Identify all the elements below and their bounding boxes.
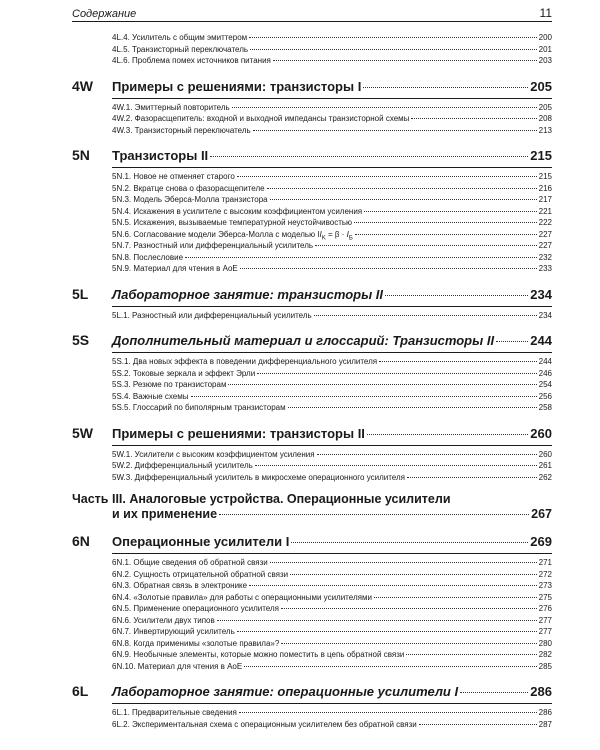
chapter-title: Лабораторное занятие: операционные усилители I xyxy=(112,684,459,699)
chapter-heading[interactable] xyxy=(72,425,552,442)
formula-var: I xyxy=(319,229,322,239)
chapter-title: Дополнительный материал и глоссарий: Транзисторы II xyxy=(112,333,495,348)
entry-label: 6N.4. «Золотые правила» для работы с операционными усилителями xyxy=(112,592,372,602)
chapter-rule xyxy=(112,445,552,446)
chapter-code: 5L xyxy=(72,285,89,302)
entry-page: 208 xyxy=(538,114,552,123)
entry-label: 4W.3. Транзисторный переключатель xyxy=(112,125,251,135)
entry-label: 6N.6. Усилители двух типов xyxy=(112,615,215,625)
chapter-heading[interactable] xyxy=(72,683,552,700)
leader-dots xyxy=(232,107,537,108)
chapter-title: Примеры с решениями: транзисторы I xyxy=(112,78,362,94)
leader-dots xyxy=(281,643,536,644)
toc-entry[interactable] xyxy=(72,113,552,125)
entry-label: 4W.1. Эмиттерный повторитель xyxy=(112,102,230,112)
leader-dots xyxy=(290,574,537,575)
leader-dots xyxy=(237,631,537,632)
chapter-rule xyxy=(112,352,552,353)
chapter-heading[interactable] xyxy=(72,533,552,550)
formula xyxy=(320,229,353,245)
toc-entry[interactable] xyxy=(72,44,552,56)
entry-page: 286 xyxy=(538,708,552,717)
entry-page: 262 xyxy=(538,472,552,482)
entry-page: 271 xyxy=(538,558,552,567)
toc-entry[interactable] xyxy=(72,557,552,569)
formula-var: I xyxy=(346,229,349,239)
leader-dots xyxy=(270,199,537,200)
part-title-line2: и их применение xyxy=(112,507,218,521)
toc-entry[interactable] xyxy=(72,217,552,229)
entry-label: 5N.6. Согласование модели Эберса-Молла с моделью I xyxy=(112,229,320,239)
entry-page: 261 xyxy=(538,461,552,470)
chapter-heading[interactable] xyxy=(72,147,552,164)
chapter-page: 269 xyxy=(530,534,552,549)
chapter-page: 234 xyxy=(530,286,552,302)
header-title: Содержание xyxy=(72,8,137,20)
entry-page: 233 xyxy=(538,264,552,273)
running-header xyxy=(72,6,552,22)
leader-dots xyxy=(219,514,529,515)
chapter-rule xyxy=(112,98,552,99)
leader-dots xyxy=(249,37,536,38)
toc-entry[interactable] xyxy=(72,638,552,650)
part-title-line2-row xyxy=(72,507,552,522)
toc-entry[interactable] xyxy=(72,569,552,581)
entry-page: 258 xyxy=(538,403,552,412)
entry-label: 6N.10. Материал для чтения в AoE xyxy=(112,661,243,671)
entry-label: 6N.2. Сущность отрицательной обратной связи xyxy=(112,569,289,579)
leader-dots xyxy=(217,620,537,621)
entry-page: 227 xyxy=(538,241,552,250)
toc-entry[interactable] xyxy=(72,719,552,731)
entry-page: 260 xyxy=(538,449,552,459)
leader-dots xyxy=(250,49,537,50)
entry-page: 221 xyxy=(538,206,552,216)
entry-page: 254 xyxy=(538,380,552,389)
entry-label: 5N.3. Модель Эберса-Молла транзистора xyxy=(112,195,268,204)
entry-label: 4W.2. Фазорасщепитель: входной и выходной импедансы транзисторной схемы xyxy=(112,114,410,123)
entry-label: 6N.1. Общие сведения об обратной связи xyxy=(112,558,268,567)
chapter-page: 286 xyxy=(530,684,552,699)
toc-entry[interactable] xyxy=(72,368,552,380)
entry-page: 232 xyxy=(538,252,552,262)
chapter-code: 5W xyxy=(72,424,93,441)
leader-dots xyxy=(419,724,537,725)
entry-label: 6L.1. Предварительные сведения xyxy=(112,708,237,717)
entry-label: 5S.1. Два новых эффекта в поведении дифференциального усилителя xyxy=(112,357,378,366)
entry-page: 285 xyxy=(538,661,552,671)
chapter-heading[interactable] xyxy=(72,78,552,95)
leader-dots xyxy=(317,454,537,455)
entry-page: 277 xyxy=(538,615,552,625)
toc-entry[interactable] xyxy=(72,194,552,206)
leader-dots xyxy=(257,373,536,374)
toc-entry[interactable] xyxy=(72,379,552,391)
leader-dots xyxy=(379,361,537,362)
toc-entry[interactable] xyxy=(72,402,552,414)
leader-dots xyxy=(288,407,537,408)
chapter-rule xyxy=(112,703,552,704)
entry-page: 234 xyxy=(538,310,552,320)
entry-label: 5W.1. Усилители с высоким коэффициентом усиления xyxy=(112,449,315,459)
entry-page: 275 xyxy=(538,592,552,602)
leader-dots xyxy=(281,608,537,609)
chapter-page: 260 xyxy=(530,425,552,441)
toc-entry[interactable] xyxy=(72,626,552,638)
chapter-rule xyxy=(112,553,552,554)
entry-page: 244 xyxy=(538,357,552,366)
leader-dots xyxy=(364,211,537,212)
toc-entry[interactable] xyxy=(72,206,552,218)
entry-label: 5N.8. Послесловие xyxy=(112,252,184,262)
entry-label: 5N.7. Разностный или дифференциальный усилитель xyxy=(112,241,314,250)
entry-page: 213 xyxy=(538,125,552,135)
chapter-rule xyxy=(112,306,552,307)
toc-entry[interactable] xyxy=(72,263,552,275)
entry-page: 216 xyxy=(538,183,552,193)
entry-label: 6N.8. Когда применимы «золотые правила»? xyxy=(112,638,280,648)
entry-label: 5S.4. Важные схемы xyxy=(112,391,189,401)
entry-page: 215 xyxy=(538,172,552,181)
entry-label: 5N.9. Материал для чтения в AoE xyxy=(112,264,238,273)
toc-entry[interactable] xyxy=(72,125,552,137)
entry-page: 222 xyxy=(538,218,552,227)
entry-label: 5N.2. Вкратце снова о фазорасщепителе xyxy=(112,183,265,193)
toc-entry[interactable] xyxy=(72,661,552,673)
leader-dots xyxy=(315,245,537,246)
page-number: 11 xyxy=(539,6,552,20)
leader-dots xyxy=(385,295,528,296)
entry-label: 4L.6. Проблема помех источников питания xyxy=(112,56,271,65)
leader-dots xyxy=(267,188,537,189)
leader-dots xyxy=(253,130,537,131)
entry-label: 5S.2. Токовые зеркала и эффект Эрли xyxy=(112,368,256,378)
toc-entry[interactable] xyxy=(72,449,552,461)
leader-dots xyxy=(354,222,537,223)
leader-dots xyxy=(355,234,537,235)
entry-page: 277 xyxy=(538,627,552,636)
table-of-contents xyxy=(72,32,552,730)
toc-entry[interactable] xyxy=(72,183,552,195)
formula-eq: = β · xyxy=(325,229,347,239)
chapter-code: 5S xyxy=(72,332,90,348)
chapter-code: 4W xyxy=(72,77,93,94)
leader-dots xyxy=(460,692,528,693)
entry-label: 5N.1. Новое не отменяет старого xyxy=(112,172,235,181)
toc-entry[interactable] xyxy=(72,603,552,615)
entry-label: 6L.2. Экспериментальная схема с операционным усилителем без обратной связи xyxy=(112,719,417,729)
leader-dots xyxy=(273,60,537,61)
entry-page: 273 xyxy=(538,581,552,590)
entry-page: 200 xyxy=(538,33,552,42)
entry-label: 6N.9. Необычные элементы, которые можно поместить в цепь обратной связи xyxy=(112,650,405,659)
entry-page: 256 xyxy=(538,391,552,401)
entry-label: 5S.3. Резюме по транзисторам xyxy=(112,380,227,389)
leader-dots xyxy=(255,465,537,466)
entry-label: 5L.1. Разностный или дифференциальный усилитель xyxy=(112,310,312,320)
leader-dots xyxy=(291,542,528,543)
leader-dots xyxy=(185,257,537,258)
part-page: 267 xyxy=(531,507,552,521)
part-heading[interactable] xyxy=(72,492,552,522)
toc-entry[interactable] xyxy=(72,32,552,44)
leader-dots xyxy=(240,268,537,269)
toc-entry[interactable] xyxy=(72,356,552,368)
chapter-page: 205 xyxy=(530,78,552,94)
chapter-code: 6L xyxy=(72,683,89,699)
toc-entry[interactable] xyxy=(72,707,552,719)
leader-dots xyxy=(314,315,537,316)
toc-entry[interactable] xyxy=(72,252,552,264)
toc-entry[interactable] xyxy=(72,102,552,114)
entry-page: 227 xyxy=(538,229,552,239)
leader-dots xyxy=(374,597,537,598)
entry-page: 282 xyxy=(538,650,552,659)
entry-label: 5N.4. Искажения в усилителе с высоким коэффициентом усиления xyxy=(112,206,363,216)
entry-page: 205 xyxy=(538,102,552,112)
toc-entry[interactable] xyxy=(72,229,552,241)
formula-sub: Б xyxy=(348,235,353,242)
leader-dots xyxy=(367,434,528,435)
leader-dots xyxy=(406,654,536,655)
chapter-page: 244 xyxy=(530,333,552,348)
leader-dots xyxy=(249,585,537,586)
formula-sub: K xyxy=(321,235,326,242)
entry-label: 5W.2. Дифференциальный усилитель xyxy=(112,461,253,470)
entry-page: 280 xyxy=(538,638,552,648)
toc-entry[interactable] xyxy=(72,391,552,403)
leader-dots xyxy=(496,341,528,342)
chapter-title: Транзисторы II xyxy=(112,148,209,163)
leader-dots xyxy=(244,666,536,667)
chapter-code: 5N xyxy=(72,147,90,163)
leader-dots xyxy=(191,396,537,397)
chapter-heading[interactable] xyxy=(72,332,552,349)
entry-label: 4L.5. Транзисторный переключатель xyxy=(112,44,249,54)
chapter-heading[interactable] xyxy=(72,286,552,303)
entry-label: 6N.3. Обратная связь в электронике xyxy=(112,581,248,590)
toc-entry[interactable] xyxy=(72,171,552,183)
toc-entry[interactable] xyxy=(72,55,552,67)
entry-page: 217 xyxy=(538,195,552,204)
leader-dots xyxy=(411,118,536,119)
chapter-rule xyxy=(112,167,552,168)
part-title-line1: Часть III. Аналоговые устройства. Операционные усилители xyxy=(72,492,451,506)
leader-dots xyxy=(363,87,528,88)
entry-page: 272 xyxy=(538,569,552,579)
chapter-title: Операционные усилители I xyxy=(112,534,290,549)
toc-entry[interactable] xyxy=(72,472,552,484)
leader-dots xyxy=(237,176,537,177)
leader-dots xyxy=(239,712,537,713)
entry-page: 276 xyxy=(538,604,552,613)
leader-dots xyxy=(407,477,537,478)
toc-entry[interactable] xyxy=(72,649,552,661)
chapter-code: 6N xyxy=(72,533,90,549)
entry-page: 203 xyxy=(538,56,552,65)
toc-entry[interactable] xyxy=(72,240,552,252)
chapter-page: 215 xyxy=(530,148,552,163)
entry-page: 246 xyxy=(538,368,552,378)
toc-entry[interactable] xyxy=(72,460,552,472)
entry-label: 5N.5. Искажения, вызываемые температурной неустойчивостью xyxy=(112,218,353,227)
chapter-title: Лабораторное занятие: транзисторы II xyxy=(112,286,384,302)
toc-entry[interactable] xyxy=(72,615,552,627)
toc-entry[interactable] xyxy=(72,580,552,592)
entry-page: 201 xyxy=(538,44,552,54)
chapter-title: Примеры с решениями: транзисторы II xyxy=(112,425,365,441)
toc-entry[interactable] xyxy=(72,310,552,322)
leader-dots xyxy=(228,384,536,385)
leader-dots xyxy=(270,562,537,563)
leader-dots xyxy=(210,156,528,157)
entry-page: 287 xyxy=(538,719,552,729)
entry-label: 6N.5. Применение операционного усилителя xyxy=(112,604,279,613)
entry-label: 6N.7. Инвертирующий усилитель xyxy=(112,627,235,636)
entry-label: 5S.5. Глоссарий по биполярным транзисторам xyxy=(112,403,286,412)
entry-label: 5W.3. Дифференциальный усилитель в микросхеме операционного усилителя xyxy=(112,472,405,482)
toc-entry[interactable] xyxy=(72,592,552,604)
entry-label: 4L.4. Усилитель с общим эмиттером xyxy=(112,33,248,42)
